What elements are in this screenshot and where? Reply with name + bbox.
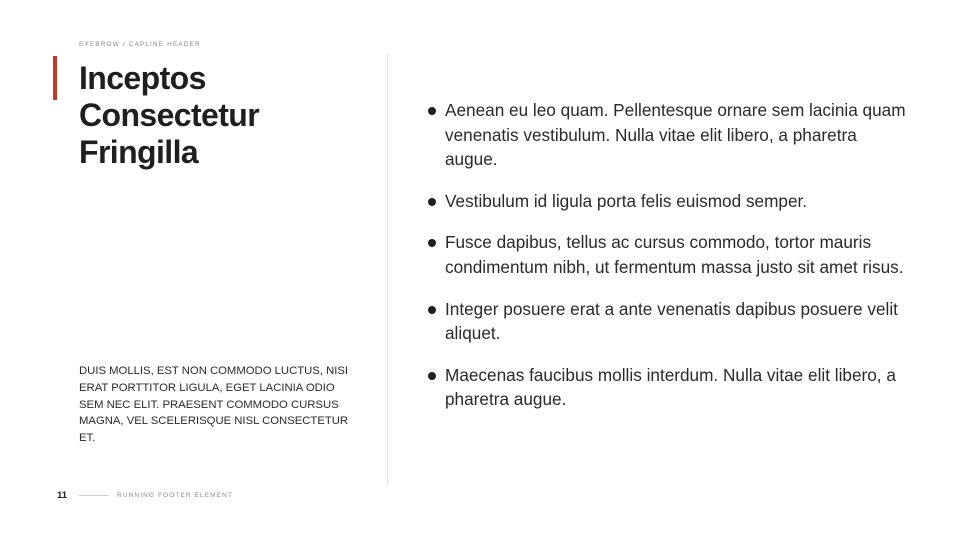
eyebrow-header: EYEBROW / CAPLINE HEADER — [79, 41, 201, 48]
bullet-text: Vestibulum id ligula porta felis euismod semper. — [445, 190, 808, 211]
title-accent-bar — [53, 56, 57, 100]
bullet-dot-icon — [428, 107, 436, 115]
bullet-item — [428, 230, 908, 279]
page-number: 11 — [57, 489, 68, 501]
bullet-text: Integer posuere erat a ante venenatis dapibus posuere velit aliquet. — [445, 298, 898, 344]
bullet-dot-icon — [428, 306, 436, 314]
bullet-item — [428, 297, 908, 346]
column-divider — [387, 54, 388, 486]
bullet-text: Maecenas faucibus mollis interdum. Nulla vitae elit libero, a pharetra augue. — [445, 364, 896, 410]
bullet-item — [428, 189, 908, 214]
slide-title: Inceptos Consectetur Fringilla — [79, 60, 260, 170]
left-body-text: DUIS MOLLIS, EST NON COMMODO LUCTUS, NISI ERAT PORTTITOR LIGULA, EGET LACINIA ODIO SEM NEC ELIT. PRAESENT COMMODO CURSUS MAGNA, VEL SCELERISQUE NISL CONSECTETUR ET. — [79, 365, 349, 445]
footer-rule — [79, 495, 109, 496]
bullet-dot-icon — [428, 239, 436, 247]
bullet-dot-icon — [428, 198, 436, 206]
bullet-text: Fusce dapibus, tellus ac cursus commodo, tortor mauris condimentum nibh, ut fermentum massa justo sit amet risus. — [445, 232, 904, 277]
bullet-text: Aenean eu leo quam. Pellentesque ornare sem lacinia quam venenatis vestibulum. Nulla vitae elit libero, a pharetra augue. — [445, 100, 906, 170]
bullet-item — [428, 363, 908, 412]
bullet-list — [428, 98, 908, 429]
bullet-item — [428, 98, 908, 172]
running-footer — [57, 488, 233, 502]
bullet-dot-icon — [428, 372, 436, 380]
footer-text: RUNNING FOOTER ELEMENT — [117, 491, 233, 499]
